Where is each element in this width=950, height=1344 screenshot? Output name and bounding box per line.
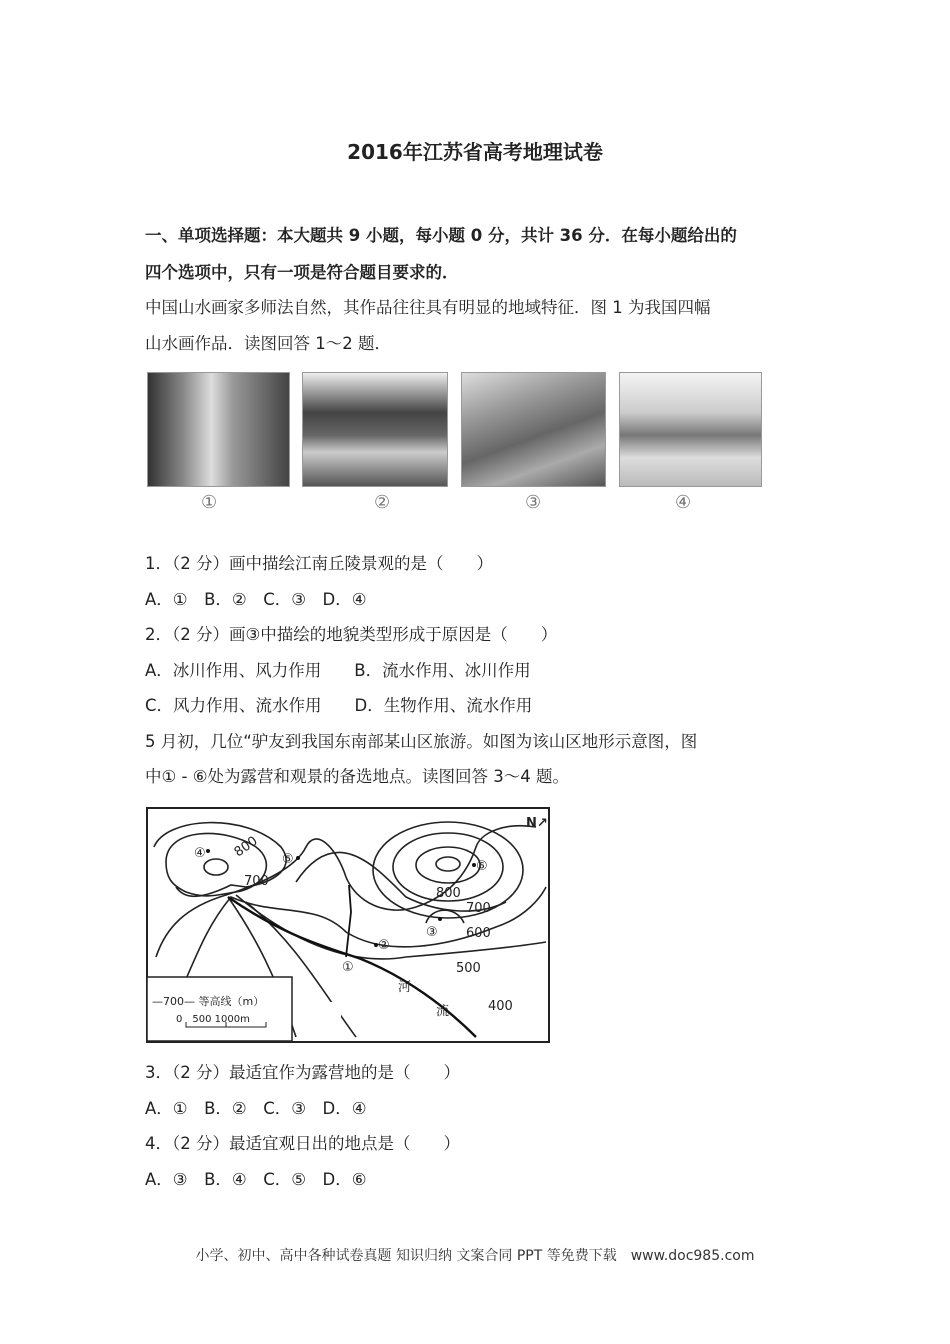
north-arrow-icon: N↗ — [526, 816, 548, 831]
question-2-options-1: A．冰川作用、风力作用 B．流水作用、冰川作用 — [145, 661, 531, 680]
painting-4 — [619, 372, 762, 487]
question-2-options-2: C．风力作用、流水作用 D．生物作用、流水作用 — [145, 696, 533, 715]
point-label: ⑤ — [282, 852, 294, 867]
contour-label: 800 — [436, 886, 461, 901]
legend-contour: —700— 等高线（m） — [152, 995, 265, 1008]
contour-label: 700 — [466, 901, 491, 916]
contour-label: 800 — [231, 833, 261, 861]
painting-1 — [147, 372, 290, 487]
contour-label: 400 — [488, 999, 513, 1014]
footer-text: 小学、初中、高中各种试卷真题 知识归纳 文案合同 PPT 等免费下载 www.doc985.com — [195, 1248, 755, 1264]
painting-3 — [461, 372, 606, 487]
intro1-line2: 山水画作品．读图回答 1～2 题． — [145, 334, 391, 353]
painting-label: ④ — [675, 492, 692, 513]
topographic-map — [146, 807, 550, 1043]
intro2-line2: 中① - ⑥处为露营和观景的备选地点。读图回答 3～4 题。 — [145, 767, 570, 786]
intro1-line1: 中国山水画家多师法自然，其作品往往具有明显的地域特征．图 1 为我国四幅 — [145, 298, 711, 317]
contour-label: 600 — [466, 926, 491, 941]
question-1-stem: 1．（2 分）画中描绘江南丘陵景观的是（ ） — [145, 554, 493, 573]
question-3-options: A．① B．② C．③ D．④ — [145, 1099, 367, 1118]
question-4-stem: 4．（2 分）最适宜观日出的地点是（ ） — [145, 1134, 460, 1153]
question-4-options: A．③ B．④ C．⑤ D．⑥ — [145, 1170, 367, 1189]
question-1-options: A．① B．② C．③ D．④ — [145, 590, 367, 609]
point-label: ④ — [194, 846, 206, 861]
page-title: 2016年江苏省高考地理试卷 — [347, 140, 603, 164]
legend-scale: 0 500 1000m — [176, 1014, 250, 1025]
painting-2 — [302, 372, 448, 487]
question-2-stem: 2．（2 分）画③中描绘的地貌类型形成于原因是（ ） — [145, 625, 558, 644]
point-label: ② — [378, 938, 390, 953]
point-label: ⑥ — [476, 859, 488, 874]
point-label: ① — [342, 960, 354, 975]
painting-label: ③ — [525, 492, 542, 513]
section-heading-line2: 四个选项中，只有一项是符合题目要求的． — [145, 263, 459, 282]
contour-label: 500 — [456, 961, 481, 976]
section-heading-line1: 一、单项选择题：本大题共 9 小题，每小题 0 分，共计 36 分．在每小题给出的 — [145, 226, 737, 245]
contour-label: 700 — [244, 874, 269, 889]
intro2-line1: 5 月初，几位“驴友到我国东南部某山区旅游。如图为该山区地形示意图，图 — [145, 732, 698, 751]
point-label: ③ — [426, 925, 438, 940]
painting-label: ② — [374, 492, 391, 513]
river-label: 流 — [436, 1004, 450, 1019]
question-3-stem: 3．（2 分）最适宜作为露营地的是（ ） — [145, 1063, 460, 1082]
painting-label: ① — [201, 492, 218, 513]
river-label: 河 — [398, 980, 412, 995]
